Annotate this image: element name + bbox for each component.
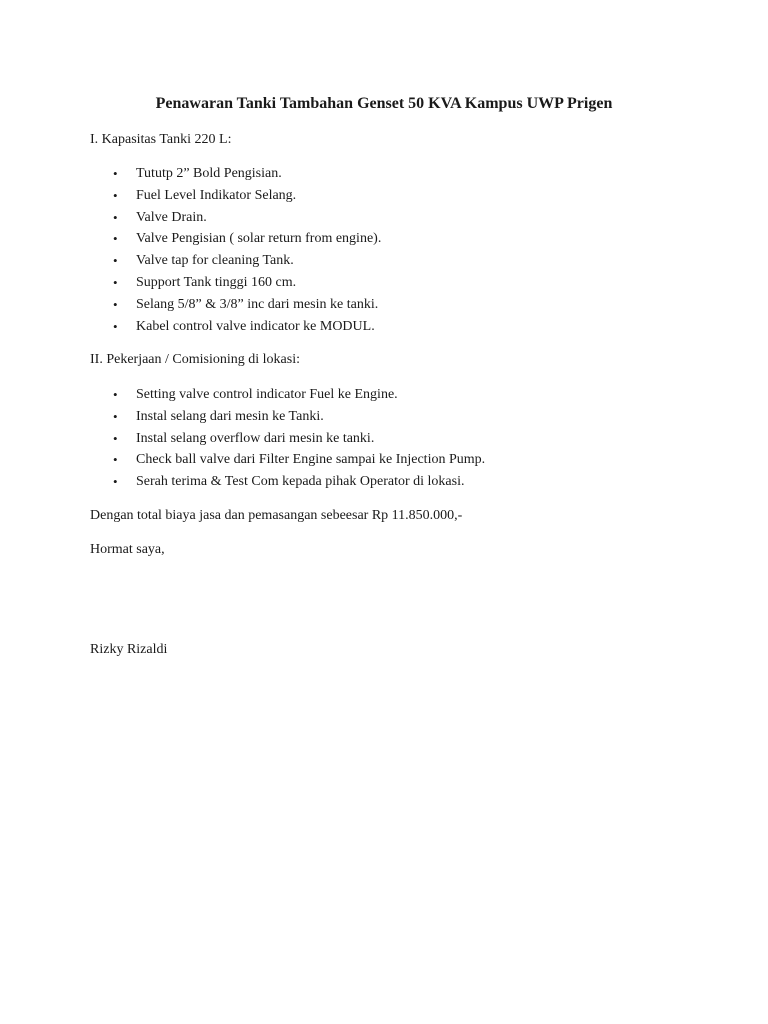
closing-salutation: Hormat saya, bbox=[90, 542, 165, 557]
bullet-icon: • bbox=[113, 387, 118, 402]
list-item bbox=[90, 386, 485, 408]
list-item bbox=[90, 408, 485, 430]
list-item-text: Valve Drain. bbox=[136, 209, 207, 225]
list-item-text: Instal selang overflow dari mesin ke tanki. bbox=[136, 430, 375, 446]
list-item-text: Setting valve control indicator Fuel ke Engine. bbox=[136, 387, 398, 402]
list-item-text: Fuel Level Indikator Selang. bbox=[136, 187, 297, 203]
list-item-text: Kabel control valve indicator ke MODUL. bbox=[136, 318, 375, 334]
list-item bbox=[90, 230, 381, 252]
list-item-text: Selang 5/8” & 3/8” inc dari mesin ke tanki. bbox=[136, 296, 379, 312]
bullet-icon: • bbox=[113, 187, 118, 203]
list-item bbox=[90, 252, 381, 274]
list-item bbox=[90, 274, 381, 296]
bullet-icon: • bbox=[113, 474, 118, 490]
list-item-text: Instal selang dari mesin ke Tanki. bbox=[136, 408, 324, 424]
list-item bbox=[90, 209, 381, 231]
list-item bbox=[90, 296, 381, 318]
list-item-text: Check ball valve dari Filter Engine sampai ke Injection Pump. bbox=[136, 452, 486, 468]
list-item bbox=[90, 430, 485, 452]
section-1-list bbox=[90, 165, 381, 339]
bullet-icon: • bbox=[113, 430, 118, 446]
total-cost-text: Dengan total biaya jasa dan pemasangan sebeesar Rp 11.850.000,- bbox=[90, 508, 463, 523]
section-2-list bbox=[90, 386, 485, 495]
bullet-icon: • bbox=[113, 209, 118, 225]
bullet-icon: • bbox=[113, 452, 118, 468]
bullet-icon: • bbox=[113, 253, 118, 269]
signature-name: Rizky Rizaldi bbox=[90, 642, 168, 657]
bullet-icon: • bbox=[113, 296, 118, 312]
list-item bbox=[90, 473, 485, 495]
bullet-icon: • bbox=[113, 408, 118, 424]
list-item bbox=[90, 451, 485, 473]
bullet-icon: • bbox=[113, 318, 118, 334]
list-item-text: Valve Pengisian ( solar return from engine). bbox=[136, 231, 382, 247]
bullet-icon: • bbox=[113, 231, 118, 247]
list-item bbox=[90, 165, 381, 187]
section-1-heading: I. Kapasitas Tanki 220 L: bbox=[90, 132, 232, 147]
list-item bbox=[90, 187, 381, 209]
list-item-text: Support Tank tinggi 160 cm. bbox=[136, 274, 297, 290]
bullet-icon: • bbox=[113, 274, 118, 290]
document-title: Penawaran Tanki Tambahan Genset 50 KVA Kampus UWP Prigen bbox=[155, 95, 613, 112]
list-item-text: Valve tap for cleaning Tank. bbox=[136, 253, 294, 269]
list-item bbox=[90, 318, 381, 340]
bullet-icon: • bbox=[113, 166, 118, 181]
list-item-text: Serah terima & Test Com kepada pihak Operator di lokasi. bbox=[136, 474, 465, 490]
section-2-heading: II. Pekerjaan / Comisioning di lokasi: bbox=[90, 352, 300, 367]
list-item-text: Tututp 2” Bold Pengisian. bbox=[136, 166, 282, 181]
